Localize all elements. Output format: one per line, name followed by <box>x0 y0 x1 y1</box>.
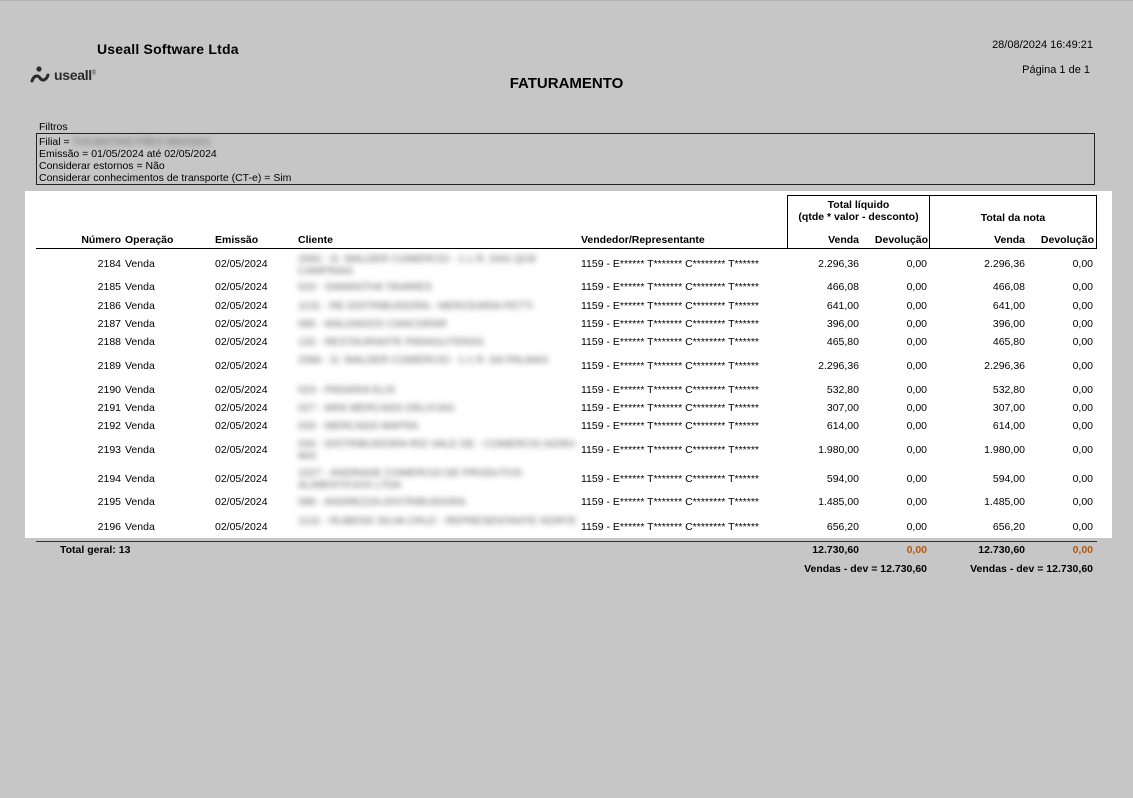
cell-numero: 2194 <box>97 473 121 485</box>
cell-vendedor: 1159 - E****** T******* C******** T****** <box>581 496 760 508</box>
cell-venda-nota: 466,08 <box>992 281 1025 293</box>
totals-divider <box>36 541 1097 542</box>
table-row <box>0 318 1133 330</box>
cell-cliente-redacted: 023 - SAMANTHA TAVARES <box>298 281 433 293</box>
cell-venda-liquido: 466,08 <box>826 281 859 293</box>
filial-value-redacted: TOCANTINS PÃES MASSAS <box>72 136 211 148</box>
report-datetime: 28/08/2024 16:49:21 <box>992 39 1093 51</box>
cell-emissao: 02/05/2024 <box>215 300 268 312</box>
cell-numero: 2192 <box>97 420 121 432</box>
cell-venda-liquido: 396,00 <box>826 318 859 330</box>
page-number: Página 1 de 1 <box>1022 64 1090 76</box>
cell-venda-liquido: 2.296,36 <box>818 360 859 372</box>
cell-devolucao-nota: 0,00 <box>1072 281 1093 293</box>
cell-emissao: 02/05/2024 <box>215 384 268 396</box>
cell-devolucao-nota: 0,00 <box>1072 473 1093 485</box>
table-row <box>0 438 1133 462</box>
filter-estornos: Considerar estornos = Não <box>39 160 165 172</box>
cell-venda-nota: 1.980,00 <box>984 444 1025 456</box>
net-total-nota: Vendas - dev = 12.730,60 <box>970 563 1093 575</box>
cell-numero: 2190 <box>97 384 121 396</box>
cell-devolucao-nota: 0,00 <box>1072 496 1093 508</box>
group-header-total-nota: Total da nota <box>929 195 1097 249</box>
cell-devolucao-liquido: 0,00 <box>906 336 927 348</box>
cell-venda-liquido: 1.980,00 <box>818 444 859 456</box>
table-row <box>0 336 1133 348</box>
cell-operacao: Venda <box>125 300 155 312</box>
cell-venda-nota: 2.296,36 <box>984 360 1025 372</box>
cell-devolucao-nota: 0,00 <box>1072 444 1093 456</box>
page-top-border <box>0 0 1133 1</box>
cell-cliente-redacted: 034 - DISTRIBUIDORA RIO VALE DE - COMERCIO AGRO MIX <box>298 438 575 462</box>
cell-numero: 2191 <box>97 402 121 414</box>
col-header-cliente: Cliente <box>298 234 334 246</box>
cell-emissao: 02/05/2024 <box>215 521 268 533</box>
cell-emissao: 02/05/2024 <box>215 360 268 372</box>
table-row <box>0 354 1133 378</box>
cell-venda-nota: 532,80 <box>992 384 1025 396</box>
cell-emissao: 02/05/2024 <box>215 318 268 330</box>
cell-operacao: Venda <box>125 420 155 432</box>
cell-devolucao-liquido: 0,00 <box>906 360 927 372</box>
cell-vendedor: 1159 - E****** T******* C******** T****** <box>581 360 760 372</box>
cell-devolucao-liquido: 0,00 <box>906 300 927 312</box>
col-header-venda-liquido: Venda <box>828 234 859 246</box>
table-row <box>0 420 1133 432</box>
cell-vendedor: 1159 - E****** T******* C******** T****** <box>581 402 760 414</box>
cell-operacao: Venda <box>125 384 155 396</box>
total-venda-nota: 12.730,60 <box>978 544 1025 556</box>
cell-devolucao-liquido: 0,00 <box>906 444 927 456</box>
cell-venda-liquido: 465,80 <box>826 336 859 348</box>
cell-cliente-redacted: 2586 - D. WALDER COMERCIO - 1.1 R. DA PALMAS <box>298 354 549 366</box>
cell-emissao: 02/05/2024 <box>215 281 268 293</box>
table-row <box>0 253 1133 275</box>
cell-devolucao-liquido: 0,00 <box>906 521 927 533</box>
total-devolucao-liquido: 0,00 <box>906 544 927 556</box>
company-name: Useall Software Ltda <box>97 41 239 57</box>
cell-venda-liquido: 656,20 <box>826 521 859 533</box>
cell-venda-nota: 614,00 <box>992 420 1025 432</box>
table-row <box>0 384 1133 396</box>
cell-devolucao-liquido: 0,00 <box>906 402 927 414</box>
col-header-operacao: Operação <box>125 234 174 246</box>
cell-operacao: Venda <box>125 258 155 270</box>
cell-venda-liquido: 641,00 <box>826 300 859 312</box>
cell-numero: 2195 <box>97 496 121 508</box>
header-divider <box>36 248 1097 249</box>
cell-vendedor: 1159 - E****** T******* C******** T****** <box>581 318 760 330</box>
cell-operacao: Venda <box>125 473 155 485</box>
cell-numero: 2193 <box>97 444 121 456</box>
cell-devolucao-liquido: 0,00 <box>906 420 927 432</box>
cell-devolucao-nota: 0,00 <box>1072 258 1093 270</box>
cell-venda-liquido: 1.485,00 <box>818 496 859 508</box>
cell-devolucao-liquido: 0,00 <box>906 473 927 485</box>
cell-vendedor: 1159 - E****** T******* C******** T****** <box>581 300 760 312</box>
cell-devolucao-nota: 0,00 <box>1072 402 1093 414</box>
cell-devolucao-liquido: 0,00 <box>906 384 927 396</box>
cell-emissao: 02/05/2024 <box>215 336 268 348</box>
cell-operacao: Venda <box>125 444 155 456</box>
table-row <box>0 300 1133 312</box>
net-total-liquido: Vendas - dev = 12.730,60 <box>804 563 927 575</box>
table-row <box>0 281 1133 293</box>
cell-devolucao-nota: 0,00 <box>1072 521 1093 533</box>
cell-numero: 2186 <box>97 300 121 312</box>
cell-cliente-redacted: 2592 - D. WALDER COMERCIO - 1.1 R. DAS QUE CAMPINAS <box>298 253 537 277</box>
cell-vendedor: 1159 - E****** T******* C******** T****** <box>581 258 760 270</box>
cell-operacao: Venda <box>125 318 155 330</box>
total-venda-liquido: 12.730,60 <box>812 544 859 556</box>
cell-numero: 2188 <box>97 336 121 348</box>
cell-venda-nota: 307,00 <box>992 402 1025 414</box>
cell-venda-nota: 2.296,36 <box>984 258 1025 270</box>
cell-devolucao-nota: 0,00 <box>1072 336 1093 348</box>
cell-emissao: 02/05/2024 <box>215 496 268 508</box>
cell-cliente-redacted: 1131 - RUBENS SILVA CRUZ - REPRESENTANTE NORTE <box>298 515 577 527</box>
cell-emissao: 02/05/2024 <box>215 420 268 432</box>
cell-numero: 2185 <box>97 281 121 293</box>
table-row <box>0 467 1133 491</box>
group-header-total-liquido: Total líquido (qtde * valor - desconto) <box>787 195 930 249</box>
cell-devolucao-nota: 0,00 <box>1072 420 1093 432</box>
cell-vendedor: 1159 - E****** T******* C******** T****** <box>581 521 760 533</box>
cell-operacao: Venda <box>125 521 155 533</box>
table-row <box>0 496 1133 508</box>
logo-text: useall® <box>54 67 97 83</box>
cell-emissao: 02/05/2024 <box>215 258 268 270</box>
cell-venda-nota: 594,00 <box>992 473 1025 485</box>
filters-box <box>36 133 1095 185</box>
cell-venda-nota: 465,80 <box>992 336 1025 348</box>
col-header-numero: Número <box>81 234 121 246</box>
total-count: Total geral: 13 <box>60 544 131 556</box>
cell-venda-liquido: 532,80 <box>826 384 859 396</box>
col-header-devolucao-liquido: Devolução <box>874 234 928 246</box>
cell-venda-liquido: 307,00 <box>826 402 859 414</box>
cell-venda-liquido: 594,00 <box>826 473 859 485</box>
cell-vendedor: 1159 - E****** T******* C******** T****** <box>581 336 760 348</box>
filters-label: Filtros <box>39 121 68 133</box>
cell-emissao: 02/05/2024 <box>215 473 268 485</box>
cell-venda-liquido: 2.296,36 <box>818 258 859 270</box>
cell-devolucao-liquido: 0,00 <box>906 258 927 270</box>
cell-devolucao-liquido: 0,00 <box>906 318 927 330</box>
cell-vendedor: 1159 - E****** T******* C******** T****** <box>581 420 760 432</box>
col-header-vendedor: Vendedor/Representante <box>581 234 705 246</box>
col-header-venda-nota: Venda <box>994 234 1025 246</box>
cell-operacao: Venda <box>125 402 155 414</box>
cell-venda-nota: 396,00 <box>992 318 1025 330</box>
report-title: FATURAMENTO <box>509 75 624 92</box>
table-row <box>0 402 1133 414</box>
cell-venda-nota: 1.485,00 <box>984 496 1025 508</box>
cell-cliente-redacted: 1027 - ANDRADE COMERCIO DE PRODUTOS ALIMENTICIOS LTDA <box>298 467 522 491</box>
table-row <box>0 515 1133 539</box>
col-header-emissao: Emissão <box>215 234 259 246</box>
cell-cliente-redacted: 027 - MINI MERCADO DELICIAS <box>298 402 455 414</box>
cell-vendedor: 1159 - E****** T******* C******** T****** <box>581 444 760 456</box>
cell-cliente-redacted: 085 - MALDADOS CANCORAR <box>298 318 447 330</box>
cell-devolucao-liquido: 0,00 <box>906 281 927 293</box>
cell-emissao: 02/05/2024 <box>215 444 268 456</box>
cell-devolucao-liquido: 0,00 <box>906 496 927 508</box>
cell-operacao: Venda <box>125 281 155 293</box>
col-header-devolucao-nota: Devolução <box>1040 234 1094 246</box>
cell-emissao: 02/05/2024 <box>215 402 268 414</box>
cell-cliente-redacted: 033 - MERCADO MAFRA <box>298 420 419 432</box>
cell-cliente-redacted: 088 - ANDREZZA DISTRIBUIDORA <box>298 496 466 508</box>
cell-vendedor: 1159 - E****** T******* C******** T****** <box>581 473 760 485</box>
cell-numero: 2189 <box>97 360 121 372</box>
cell-cliente-redacted: 132 - RESTAURANTE PARAGUTERAS <box>298 336 484 348</box>
cell-cliente-redacted: 1131 - RE DISTRIBUIDORA - MERCEARIA PETTI <box>298 300 533 312</box>
cell-venda-liquido: 614,00 <box>826 420 859 432</box>
cell-devolucao-nota: 0,00 <box>1072 360 1093 372</box>
cell-venda-nota: 656,20 <box>992 521 1025 533</box>
filter-emissao: Emissão = 01/05/2024 até 02/05/2024 <box>39 148 217 160</box>
cell-numero: 2196 <box>97 521 121 533</box>
cell-devolucao-nota: 0,00 <box>1072 318 1093 330</box>
cell-operacao: Venda <box>125 360 155 372</box>
cell-vendedor: 1159 - E****** T******* C******** T****** <box>581 281 760 293</box>
cell-numero: 2184 <box>97 258 121 270</box>
cell-venda-nota: 641,00 <box>992 300 1025 312</box>
filter-conhecimentos: Considerar conhecimentos de transporte (CT-e) = Sim <box>39 172 292 184</box>
cell-devolucao-nota: 0,00 <box>1072 300 1093 312</box>
cell-vendedor: 1159 - E****** T******* C******** T****** <box>581 384 760 396</box>
total-devolucao-nota: 0,00 <box>1072 544 1093 556</box>
cell-cliente-redacted: 023 - PADARIA ELIS <box>298 384 396 396</box>
cell-operacao: Venda <box>125 336 155 348</box>
filter-filial: Filial = TOCANTINS PÃES MASSAS <box>39 136 211 148</box>
cell-numero: 2187 <box>97 318 121 330</box>
cell-operacao: Venda <box>125 496 155 508</box>
cell-devolucao-nota: 0,00 <box>1072 384 1093 396</box>
